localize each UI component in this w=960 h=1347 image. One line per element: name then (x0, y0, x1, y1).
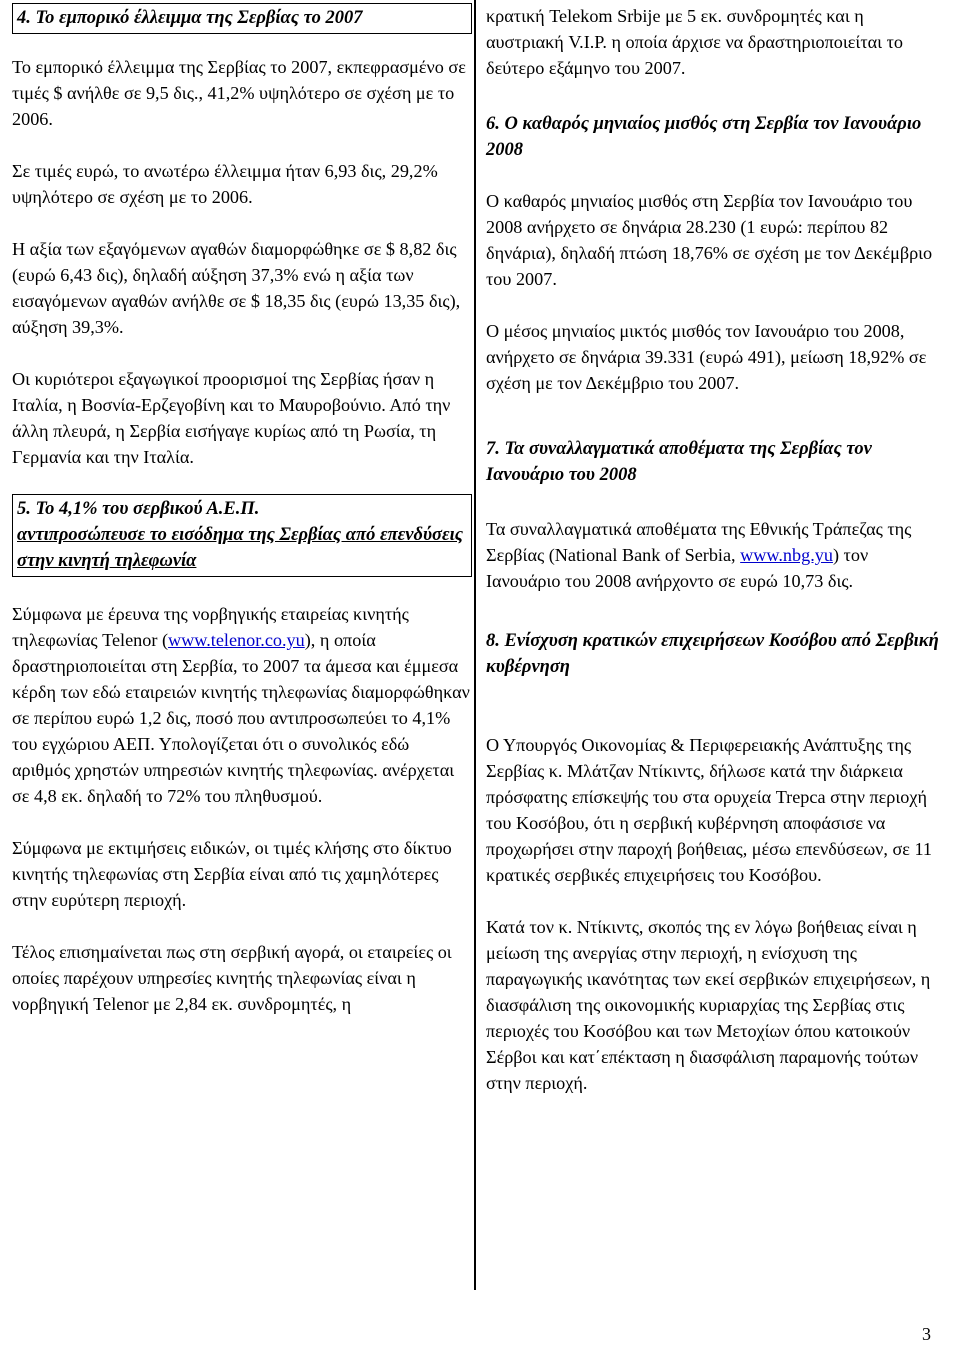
right-column (486, 0, 946, 1096)
continuation-paragraph: κρατική Telekom Srbije με 5 εκ. συνδρομητές και η αυστριακή V.I.P. η οποία άρχισε να δραστηριοποιείται το δεύτερο εξάμηνο του 2007. (486, 6, 903, 78)
section-6-heading: 6. Ο καθαρός μηνιαίος μισθός στη Σερβία τον Ιανουάριο 2008 (486, 114, 922, 160)
section-8-paragraph-1: Ο Υπουργός Οικονομίας & Περιφερειακής Ανάπτυξης της Σερβίας κ. Μλάτζαν Ντίκιντς, δήλωσε κατά την διάρκεια πρόσφατης επίσκεψής του στα ορυχεία Trepca στην περιοχή του Κοσόβου, ότι η σερβική κυβέρνηση αποφάσισε να προχωρήσει στην παροχή βοήθειας, μέσω επενδύσεων, σε 11 κρατικές σερβικές επιχειρήσεις του Κοσόβου. (486, 735, 932, 885)
section-5-heading-line-2: αντιπροσώπευσε το εισόδημα της Σερβίας από επενδύσεις στην κινητή τηλεφωνία (17, 525, 463, 571)
section-4-paragraph-2: Σε τιμές ευρώ, το ανωτέρω έλλειμμα ήταν 6,93 δις, 29,2% υψηλότερο σε σχέση με το 2006. (12, 161, 438, 207)
section-5-heading-line-1: 5. Το 4,1% του σερβικού Α.Ε.Π. (17, 499, 260, 519)
section-5-paragraph-2: Σύμφωνα με εκτιμήσεις ειδικών, οι τιμές κλήσης στο δίκτυο κινητής τηλεφωνίας στη Σερβία είναι από τις χαμηλότερες στην ευρύτερη περιοχή. (12, 838, 452, 910)
section-4-paragraph-3: Η αξία των εξαγόμενων αγαθών διαμορφώθηκε σε $ 8,82 δις (ευρώ 6,43 δις), δηλαδή αύξηση 37,3% ενώ η αξία των εισαγόμενων αγαθών ανήλθε σε $ 18,35 δις (ευρώ 13,35 δις), αύξηση 39,3%. (12, 239, 461, 337)
column-divider (474, 0, 476, 1290)
section-7-paragraph-1: Τα συναλλαγματικά αποθέματα της Εθνικής Τράπεζας της Σερβίας (National Bank of Serbia, www.nbg.yu) τον Ιανουάριο του 2008 ανήρχοντο σε ευρώ 10,73 δις. (486, 519, 912, 591)
page-number: 3 (922, 1324, 931, 1344)
section-7-heading: 7. Τα συναλλαγματικά αποθέματα της Σερβίας τον Ιανουάριο του 2008 (486, 439, 872, 485)
section-8-heading: 8. Ενίσχυση κρατικών επιχειρήσεων Κοσόβου από Σερβική κυβέρνηση (486, 631, 939, 677)
section-6-paragraph-2: Ο μέσος μηνιαίος μικτός μισθός τον Ιανουάριο του 2008, ανήρχετο σε δηνάρια 39.331 (ευρώ 491), μείωση 18,92% σε σχέση με τον Δεκέμβριο του 2007. (486, 321, 927, 393)
section-6-paragraph-1: Ο καθαρός μηνιαίος μισθός στη Σερβία τον Ιανουάριο του 2008 ανήρχετο σε δηνάρια 28.230 (1 ευρώ: περίπου 82 δηνάρια), δηλαδή πτώση 18,76% σε σχέση με τον Δεκέμβριο του 2007. (486, 191, 933, 289)
section-4-heading: 4. Το εμπορικό έλλειμμα της Σερβίας το 2007 (12, 3, 472, 34)
section-4-paragraph-1: Το εμπορικό έλλειμμα της Σερβίας το 2007, εκπεφρασμένο σε τιμές $ ανήλθε σε 9,5 δις., 41,2% υψηλότερο σε σχέση με το 2006. (12, 57, 466, 129)
telenor-link[interactable]: www.telenor.co.yu (168, 630, 305, 650)
nbg-link[interactable]: www.nbg.yu (740, 545, 833, 565)
section-8-paragraph-2: Κατά τον κ. Ντίκιντς, σκοπός της εν λόγω βοήθειας είναι η μείωση της ανεργίας στην περιοχή, η ενίσχυση της παραγωγικής ικανότητας των εκεί σερβικών επιχειρήσεων, η διασφάλιση της οικονομικής κυριαρχίας της Σερβίας στις περιοχές του Κοσόβου και των Μετοχίων όπου κατοικούν Σέρβοι και κατ΄επέκταση η διασφάλιση παραμονής τούτων στην περιοχή. (486, 917, 931, 1093)
section-5-paragraph-1: Σύμφωνα με έρευνα της νορβηγικής εταιρείας κινητής τηλεφωνίας Telenor (www.telenor.co.yu), η οποία δραστηριοποιείται στη Σερβία, το 2007 τα άμεσα και έμμεσα κέρδη των εδώ εταιρειών κινητής τηλεφωνίας διαμορφώθηκαν σε περίπου ευρώ 1,2 δις, ποσό που αντιπροσωπεύει το 4,1% του εγχώριου ΑΕΠ. Υπολογίζεται ότι ο συνολικός εδώ αριθμός χρηστών υπηρεσιών κινητής τηλεφωνίας. ανέρχεται σε 4,8 εκ. δηλαδή το 72% του πληθυσμού. (12, 604, 470, 806)
section-5-paragraph-3: Τέλος επισημαίνεται πως στη σερβική αγορά, οι εταιρείες οι οποίες παρέχουν υπηρεσίες κινητής τηλεφωνίας είναι η νορβηγική Telenor με 2,84 εκ. συνδρομητές, η (12, 942, 452, 1014)
section-4-paragraph-4: Οι κυριότεροι εξαγωγικοί προορισμοί της Σερβίας ήσαν η Ιταλία, η Βοσνία-Ερζεγοβίνη και το Μαυροβούνιο. Από την άλλη πλευρά, η Σερβία εισήγαγε κυρίως από τη Ρωσία, τη Γερμανία και την Ιταλία. (12, 369, 451, 467)
section-5-heading (12, 494, 472, 577)
left-column (12, 0, 472, 1017)
